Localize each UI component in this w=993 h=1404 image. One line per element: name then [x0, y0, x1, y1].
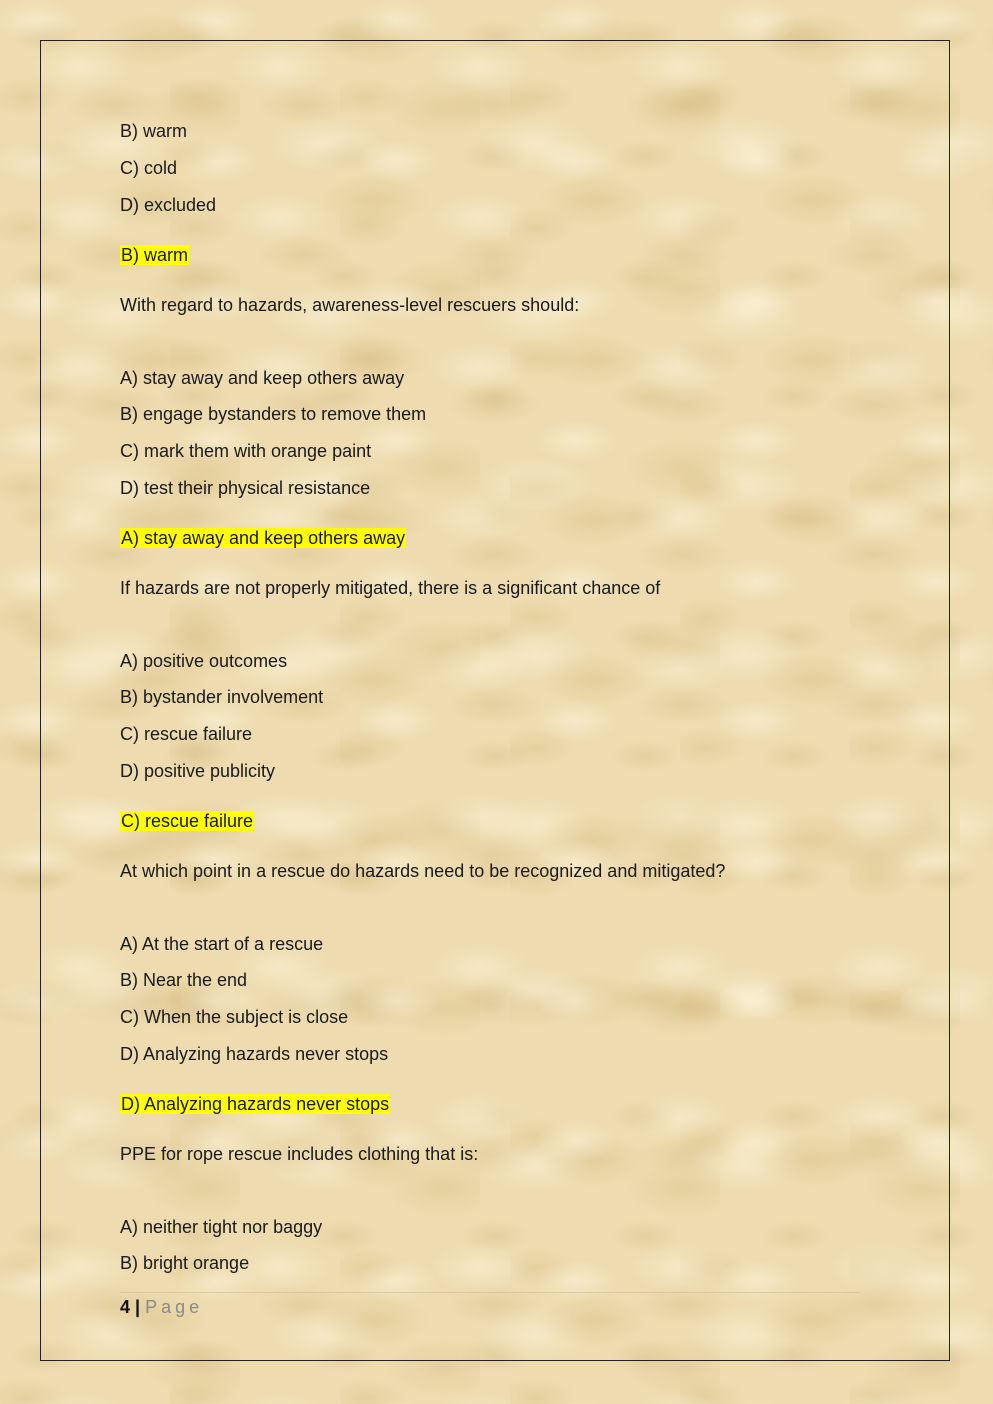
question-q3: If hazards are not properly mitigated, there is a significant chance of [120, 578, 661, 598]
option-a-q3: A) positive outcomes [120, 651, 288, 671]
answer-highlight: C) rescue failure [121, 811, 254, 831]
option-c-q1: C) cold [120, 158, 178, 178]
option-b-q1: B) warm [120, 121, 187, 141]
option-a-q4: A) At the start of a rescue [120, 934, 324, 954]
answer-q2 [120, 527, 406, 549]
option-c-q4: C) When the subject is close [120, 1007, 349, 1027]
page-number: 4 [120, 1297, 131, 1317]
option-c-q2: C) mark them with orange paint [120, 441, 372, 461]
option-d-q4: D) Analyzing hazards never stops [120, 1044, 389, 1064]
footer-separator: | [135, 1297, 141, 1317]
option-b-q3: B) bystander involvement [120, 687, 324, 707]
option-b-q5: B) bright orange [120, 1253, 250, 1273]
question-q5: PPE for rope rescue includes clothing that is: [120, 1144, 479, 1164]
answer-q1 [120, 244, 189, 266]
option-b-q4: B) Near the end [120, 970, 248, 990]
option-a-q5: A) neither tight nor baggy [120, 1217, 323, 1237]
option-b-q2: B) engage bystanders to remove them [120, 404, 427, 424]
footer-divider [120, 1292, 860, 1293]
page-label: Page [145, 1297, 204, 1317]
answer-q4 [120, 1093, 390, 1115]
question-q4: At which point in a rescue do hazards need to be recognized and mitigated? [120, 861, 726, 881]
option-d-q3: D) positive publicity [120, 761, 276, 781]
option-a-q2: A) stay away and keep others away [120, 368, 405, 388]
option-c-q3: C) rescue failure [120, 724, 253, 744]
question-q2: With regard to hazards, awareness-level rescuers should: [120, 295, 580, 315]
answer-highlight: D) Analyzing hazards never stops [121, 1094, 390, 1114]
option-d-q2: D) test their physical resistance [120, 478, 371, 498]
page-footer [120, 1296, 203, 1318]
answer-highlight: A) stay away and keep others away [121, 528, 406, 548]
option-d-q1: D) excluded [120, 195, 217, 215]
answer-q3 [120, 810, 254, 832]
answer-highlight: B) warm [121, 245, 188, 265]
